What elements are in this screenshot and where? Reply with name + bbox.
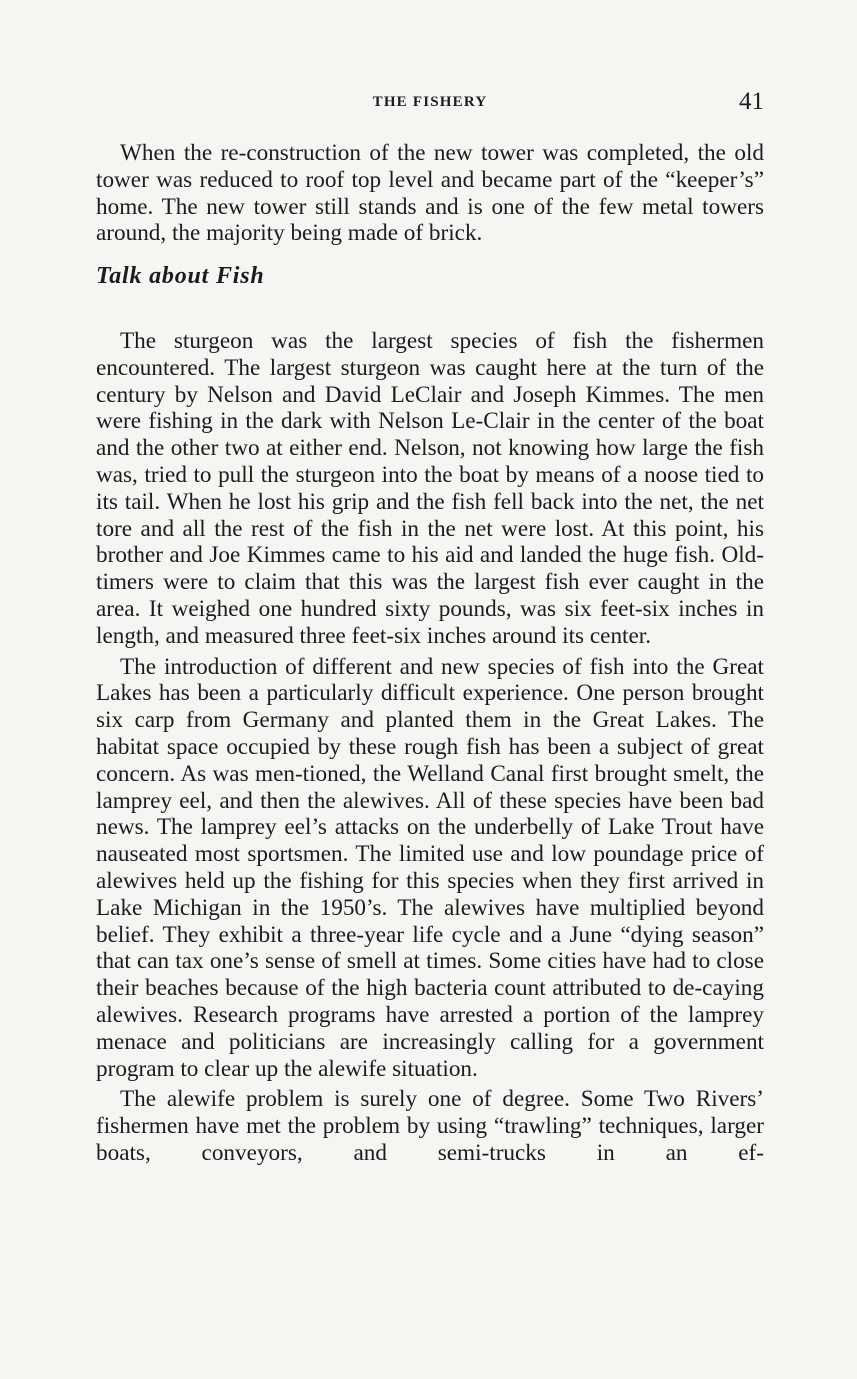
paragraph-introduction: The introduction of different and new species of fish into the Great Lakes has been a particularly difficult experience. One person brought six carp from Germany and planted them in the Great Lakes. The habitat space occupied by these rough fish has been a subject of great concern. As was men-tioned, the Welland Canal first brought smelt, the lamprey eel, and then the alewives. All of these species have been bad news. The lamprey eel’s attacks on the underbelly of Lake Trout have nauseated most sportsmen. The limited use and low poundage price of alewives held up the fishing for this species when they first arrived in Lake Michigan in the 1950’s. The alewives have multiplied beyond belief. They exhibit a three-year life cycle and a June “dying season” that can tax one’s sense of smell at times. Some cities have had to close their beaches because of the high bacteria count attributed to de-caying alewives. Research programs have arrested a portion of the lamprey menace and politicians are increasingly calling for a government program to clear up the alewife situation. [96,653,764,1082]
paragraph-alewife: The alewife problem is surely one of degree. Some Two Rivers’ fishermen have met the problem by using “trawling” techniques, larger boats, conveyors, and semi-trucks in an ef- [96,1086,764,1166]
body-text [96,140,764,1167]
running-head [96,88,764,118]
paragraph-sturgeon: The sturgeon was the largest species of fish the fishermen encountered. The largest sturgeon was caught here at the turn of the century by Nelson and David LeClair and Joseph Kimmes. The men were fishing in the dark with Nelson Le-Clair in the center of the boat and the other two at either end. Nelson, not knowing how large the fish was, tried to pull the sturgeon into the boat by means of a noose tied to its tail. When he lost his grip and the fish fell back into the net, the net tore and all the rest of the fish in the net were lost. At this point, his brother and Joe Kimmes came to his aid and landed the huge fish. Old-timers were to claim that this was the largest fish ever caught in the area. It weighed one hundred sixty pounds, was six feet-six inches in length, and measured three feet-six inches around its center. [96,327,764,649]
section-heading: Talk about Fish [96,263,265,290]
running-title: THE FISHERY [372,94,488,110]
page-number: 41 [739,88,764,115]
paragraph-tower: When the re-construction of the new tower was completed, the old tower was reduced to roof top level and became part of the “keeper’s” home. The new tower still stands and is one of the few metal towers around, the majority being made of brick. [96,140,764,247]
